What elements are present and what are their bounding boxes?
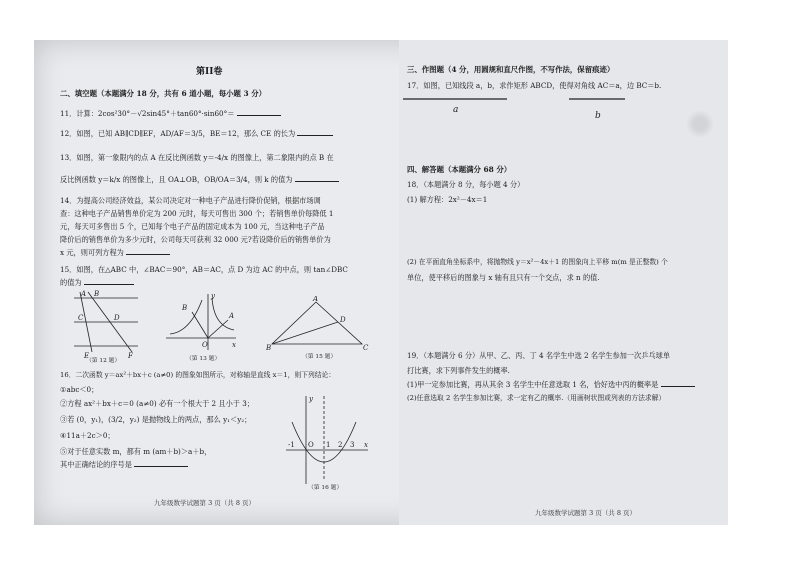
question-19-part1-text: (1)甲一定参加比赛，再从其余 3 名学生中任意选取 1 名，恰好选中丙的概率是 <box>407 380 659 389</box>
fig12-label-c: C <box>78 314 84 322</box>
question-16-statement-4: ④11a＋2c＞0； <box>60 431 115 440</box>
fig16-label-2: 2 <box>338 441 343 449</box>
question-14-text: x 元，则可列方程为 <box>60 248 124 257</box>
question-16-statement-3: ③若 (0，y₁)，(3/2，y₂) 是抛物线上的两点，那么 y₁＜y₂； <box>60 415 252 424</box>
question-17: 17．如图，已知线段 a，b，求作矩形 ABCD，使得对角线 AC＝a，边 BC＝b. <box>407 81 662 90</box>
fig16-label-1: 1 <box>326 441 331 449</box>
question-19-line2: 打比赛，求下列事件发生的概率. <box>407 366 510 375</box>
fig16-label-3: 3 <box>350 441 355 449</box>
question-18-part2-line2: 单位，使平移后的图象与 x 轴有且只有一个交点，求 n 的值. <box>407 273 600 282</box>
segment-a-label: a <box>453 105 459 115</box>
question-14-line5 <box>60 247 170 258</box>
right-page <box>399 40 728 525</box>
exam-sheet <box>34 40 728 525</box>
fig12-label-e: E <box>84 352 90 360</box>
question-11 <box>60 108 281 119</box>
figure-16 <box>282 392 372 492</box>
answer-blank <box>237 109 281 116</box>
question-14-line2: 查：这种电子产品销售单价定为 200 元时，每天可售出 300 个；若销售单价每降低 1 <box>60 209 334 218</box>
section3-title: 三、作图题（4 分，用圆规和直尺作图，不写作法，保留痕迹） <box>407 65 615 74</box>
question-16-statement-1: ①abc＜0； <box>60 385 99 394</box>
figure-13 <box>162 290 240 364</box>
question-18-part1: (1) 解方程：2x²－4x＝1 <box>407 195 488 204</box>
question-12 <box>60 128 333 139</box>
fig15-label-d: D <box>340 316 346 324</box>
fig13-caption: （第 13 题） <box>186 356 221 362</box>
question-14-line4: 降价后的销售单价为多少元时，公司每天可获利 32 000 元?若设降价后的销售单价为 <box>60 235 331 244</box>
fig13-label-y: y <box>211 292 215 300</box>
fig13-label-o: O <box>202 341 208 349</box>
right-page-footer: 九年级数学试题第 3 页（共 8 页） <box>535 509 637 517</box>
fig15-caption: （第 15 题） <box>302 354 337 360</box>
question-13-text: 反比例函数 y＝k/x 的图像上，且 OA⊥OB，OB/OA＝3/4，则 k 的值为 <box>60 175 293 184</box>
fig12-label-b: B <box>94 290 100 298</box>
fig16-label-o: O <box>308 441 314 449</box>
fig15-label-a: A <box>313 296 319 303</box>
question-12-text: 12．如图，已知 AB∥CD∥EF，AD/AF＝3/5，BE＝12，那么 CE 的长为 <box>60 129 296 138</box>
question-14-line3: 元，每天可多售出 5 个，已知每个电子产品的固定成本为 100 元，当这种电子产品 <box>60 222 325 231</box>
answer-blank <box>297 129 333 136</box>
segment-b-label: b <box>595 111 601 121</box>
fig15-label-b: B <box>266 344 272 352</box>
question-16-answer <box>60 459 188 470</box>
question-19-line1: 19．（本题满分 6 分）从甲、乙、丙、丁 4 名学生中选 2 名学生参加一次乒乓球单 <box>407 351 670 360</box>
answer-blank <box>84 278 134 285</box>
question-13-line1: 13．如图，第一象限内的点 A 在反比例函数 y＝-4/x 的图像上，第二象限内的点 B 在 <box>60 153 334 162</box>
fig16-caption: （第 16 题） <box>308 485 343 491</box>
fig12-caption: （第 12 题） <box>86 358 121 364</box>
question-16-statement-2: ②方程 ax²＋bx＋c＝0 (a≠0) 必有一个根大于 2 且小于 3； <box>60 399 255 408</box>
section4-title: 四、解答题（本题满分 68 分） <box>407 165 512 174</box>
fig13-label-b: B <box>182 304 188 312</box>
question-16-intro: 16．二次函数 y＝ax²＋bx＋c (a≠0) 的图象如图所示，对称轴是直线 x＝1，则下列结论： <box>60 371 336 379</box>
answer-blank <box>661 380 695 387</box>
fig12-label-a: A <box>81 290 87 298</box>
volume-title: 第II卷 <box>196 67 223 77</box>
answer-blank <box>126 248 170 255</box>
question-15-line2 <box>60 277 134 288</box>
question-11-text: 11．计算：2cos²30°－√2sin45°＋tan60°·sin60°＝ <box>60 109 235 118</box>
answer-blank <box>134 460 188 467</box>
fig16-label-neg1: -1 <box>288 441 295 449</box>
question-17-segments <box>399 94 639 124</box>
question-18-part2-line1: (2) 在平面直角坐标系中，将抛物线 y＝x²－4x＋1 的图象向上平移 m(m 是正整数) 个 <box>407 258 668 266</box>
question-19-line3 <box>407 379 695 390</box>
fig16-label-y: y <box>309 395 313 403</box>
answer-blank <box>295 175 339 182</box>
question-19-line4: (2)任意选取 2 名学生参加比赛，求一定有乙的概率.（用画树状图或列表的方法求解） <box>407 394 666 402</box>
question-13-line2 <box>60 174 339 185</box>
question-18: 18．（本题满分 8 分，每小题 4 分） <box>407 180 525 189</box>
fig13-label-x: x <box>232 341 236 349</box>
fig15-label-c: C <box>363 344 369 352</box>
question-14-line1: 14．为提高公司经济效益，某公司决定对一种电子产品进行降价促销，根据市场调 <box>60 196 321 205</box>
figure-12 <box>70 290 142 364</box>
left-page <box>34 40 399 525</box>
fig16-label-x: x <box>364 441 368 449</box>
question-16-statement-5: ⑤对于任意实数 m，都有 m (am＋b)＞a＋b， <box>60 447 212 456</box>
section2-title: 二、填空题（本题满分 18 分，共有 6 道小题，每小题 3 分） <box>60 89 266 98</box>
question-16-answer-text: 其中正确结论的序号是 <box>60 460 132 469</box>
paper-stain <box>680 70 720 160</box>
question-15-line1: 15．如图，在△ABC 中，∠BAC＝90°，AB＝AC，点 D 为边 AC 的中点，则 tan∠DBC <box>60 265 348 274</box>
fig13-label-a: A <box>229 312 235 320</box>
question-15-text: 的值为 <box>60 278 82 287</box>
left-page-footer: 九年级数学试题第 3 页（共 8 页） <box>154 499 256 507</box>
figure-15 <box>266 296 370 366</box>
fig12-label-d: D <box>114 314 120 322</box>
fig12-label-f: F <box>128 352 133 360</box>
